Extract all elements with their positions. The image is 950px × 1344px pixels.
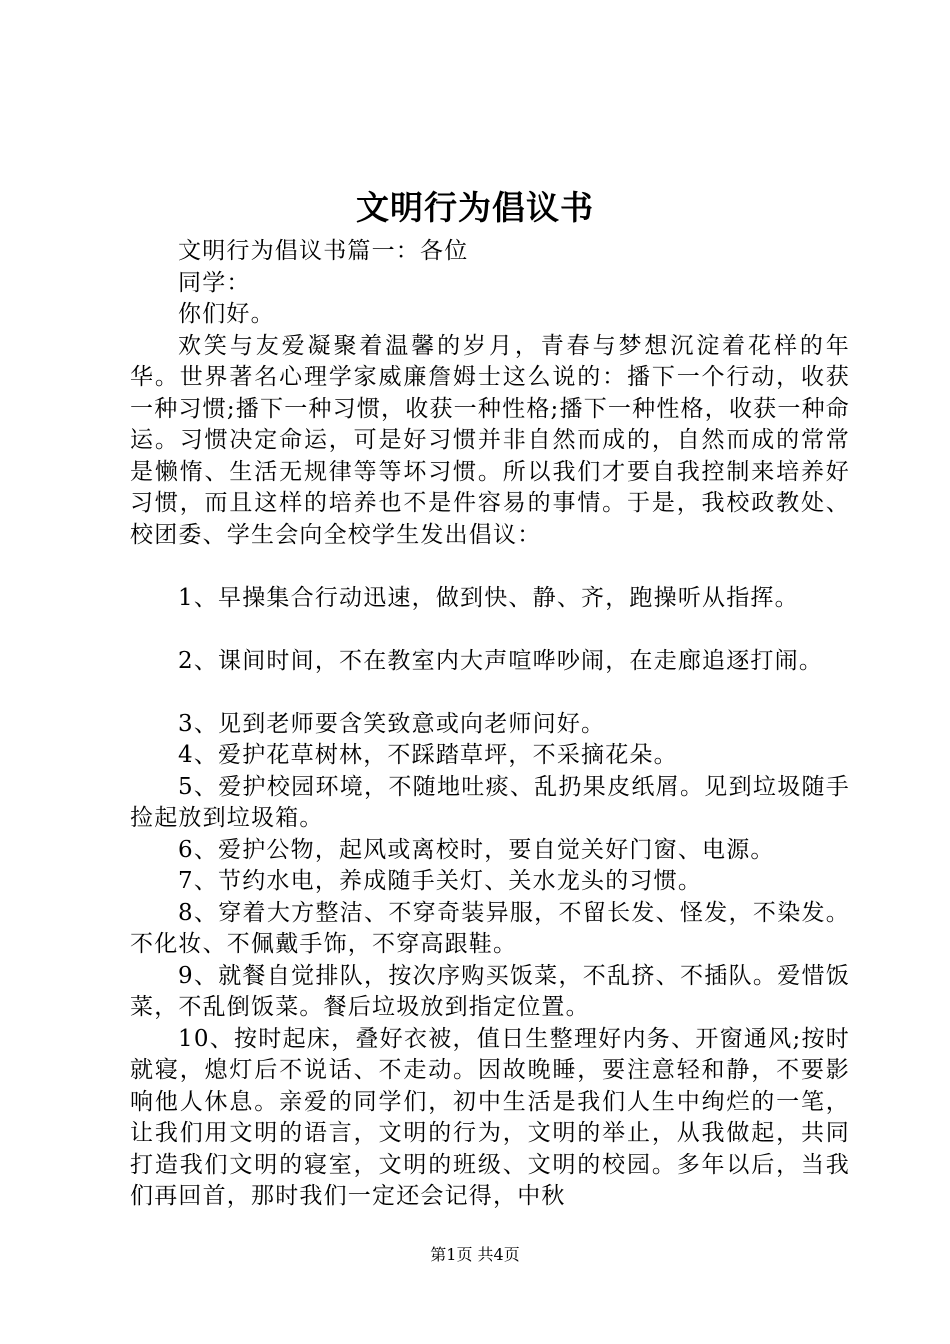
proposal-item-3: 3、见到老师要含笑致意或向老师问好。 [178,710,606,737]
proposal-item-9: 9、就餐自觉排队，按次序购买饭菜，不乱挤、不插队。爱惜饭菜，不乱倒饭菜。餐后垃圾放到指定位置。 [130,962,850,1020]
proposal-item-4: 4、爱护花草树林，不踩踏草坪，不采摘花朵。 [178,742,678,768]
paragraph-greeting: 你们好。 [178,301,275,327]
proposal-item-5: 5、爱护校园环境，不随地吐痰、乱扔果皮纸屑。见到垃圾随手捡起放到垃圾箱。 [130,773,850,831]
document-title: 文明行为倡议书 [356,188,594,227]
paragraph-salutation: 同学： [178,269,251,296]
proposal-item-8: 8、穿着大方整洁、不穿奇装异服，不留长发、怪发，不染发。不化妆、不佩戴手饰，不穿高跟鞋。 [130,899,850,957]
proposal-item-2: 2、课间时间，不在教室内大声喧哗吵闹，在走廊追逐打闹。 [178,647,824,674]
proposal-item-10: 10、按时起床，叠好衣被，值日生整理好内务、开窗通风;按时就寝，熄灯后不说话、不走动。因故晚睡，要注意轻和静，不要影响他人休息。亲爱的同学们，初中生活是我们人生中绚烂的一笔，让我们用文明的语言，文明的行为，文明的举止，从我做起，共同打造我们文明的寝室，文明的班级、文明的校园。多年以后，当我们再回首，那时我们一定还会记得，中秋 [130,1025,850,1209]
paragraph-intro: 文明行为倡议书篇一：各位 [178,238,469,264]
proposal-item-1: 1、早操集合行动迅速，做到快、静、齐，跑操听从指挥。 [178,584,799,611]
document-body [130,236,850,1213]
proposal-item-7: 7、节约水电，养成随手关灯、关水龙头的习惯。 [178,868,703,894]
paragraph-preface: 欢笑与友爱凝聚着温馨的岁月，青春与梦想沉淀着花样的年华。世界著名心理学家威廉詹姆士这么说的：播下一个行动，收获一种习惯;播下一种习惯，收获一种性格;播下一种性格，收获一种命运。习惯决定命运，可是好习惯并非自然而成的，自然而成的常常是懒惰、生活无规律等等坏习惯。所以我们才要自我控制来培养好习惯，而且这样的培养也不是件容易的事情。于是，我校政教处、校团委、学生会向全校学生发出倡议： [130,332,850,548]
proposal-item-6: 6、爱护公物，起风或离校时，要自觉关好门窗、电源。 [178,836,775,863]
page-footer: 第1页 共4页 [430,1245,520,1264]
